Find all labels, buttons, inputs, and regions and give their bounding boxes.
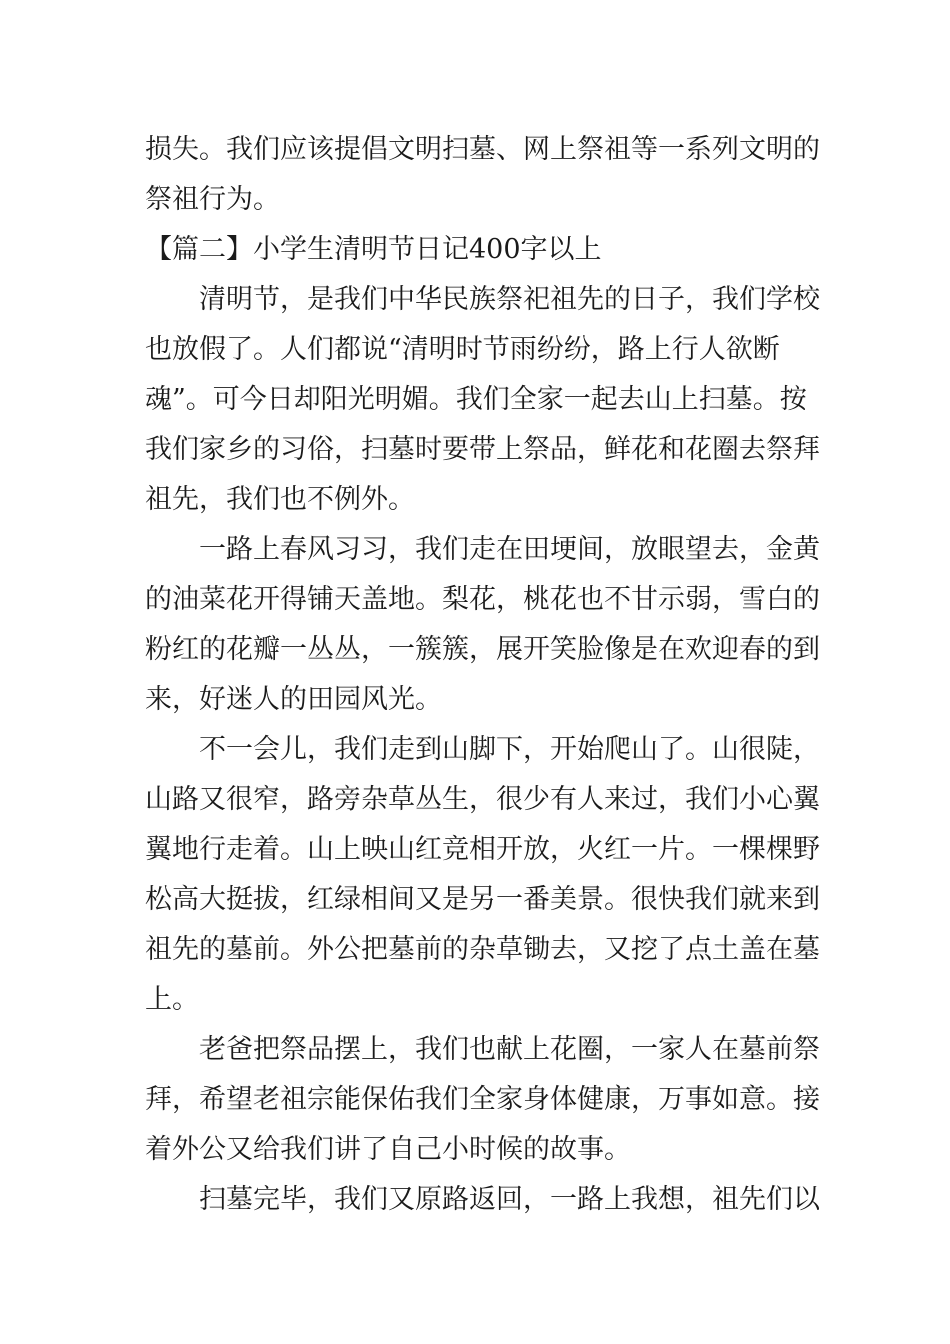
line-text: 翼地行走着。山上映山红竞相开放，火红一片。一棵棵野	[145, 834, 820, 865]
text-line	[0, 1180, 950, 1220]
text-line	[0, 630, 950, 670]
text-line	[0, 580, 950, 620]
text-line	[0, 130, 950, 170]
text-line	[0, 830, 950, 870]
line-text: 损失。我们应该提倡文明扫墓、网上祭祖等一系列文明的	[145, 134, 820, 165]
text-line	[0, 1080, 950, 1120]
text-line	[0, 680, 950, 720]
line-text: 来，好迷人的田园风光。	[145, 684, 442, 715]
line-text: 扫墓完毕，我们又原路返回，一路上我想，祖先们以	[199, 1184, 820, 1215]
line-text: 也放假了。人们都说“清明时节雨纷纷，路上行人欲断	[145, 334, 780, 365]
line-text: 老爸把祭品摆上，我们也献上花圈，一家人在墓前祭	[199, 1034, 820, 1065]
section-heading	[0, 230, 950, 270]
line-text: 一路上春风习习，我们走在田埂间，放眼望去，金黄	[199, 534, 820, 565]
text-line	[0, 980, 950, 1020]
line-text: 祖先的墓前。外公把墓前的杂草锄去，又挖了点土盖在墓	[145, 934, 820, 965]
line-text: 不一会儿，我们走到山脚下，开始爬山了。山很陡，	[199, 734, 820, 765]
line-text: 粉红的花瓣一丛丛，一簇簇，展开笑脸像是在欢迎春的到	[145, 634, 820, 665]
line-text: 上。	[145, 984, 199, 1015]
text-line	[0, 430, 950, 470]
line-text: 着外公又给我们讲了自己小时候的故事。	[145, 1134, 631, 1165]
text-line	[0, 1130, 950, 1170]
line-text: 清明节，是我们中华民族祭祀祖先的日子，我们学校	[199, 284, 820, 315]
line-text: 拜，希望老祖宗能保佑我们全家身体健康，万事如意。接	[145, 1084, 820, 1115]
line-text: 魂”。可今日却阳光明媚。我们全家一起去山上扫墓。按	[145, 384, 807, 415]
text-line	[0, 730, 950, 770]
line-text: 祭祖行为。	[145, 184, 280, 215]
line-text: 我们家乡的习俗，扫墓时要带上祭品，鲜花和花圈去祭拜	[145, 434, 820, 465]
text-line	[0, 780, 950, 820]
line-text: 松高大挺拔，红绿相间又是另一番美景。很快我们就来到	[145, 884, 820, 915]
text-line	[0, 480, 950, 520]
text-line	[0, 380, 950, 420]
text-line	[0, 1030, 950, 1070]
text-line	[0, 530, 950, 570]
text-line	[0, 330, 950, 370]
text-line	[0, 280, 950, 320]
line-text: 山路又很窄，路旁杂草丛生，很少有人来过，我们小心翼	[145, 784, 820, 815]
line-text: 祖先，我们也不例外。	[145, 484, 415, 515]
text-line	[0, 180, 950, 220]
line-text: 的油菜花开得铺天盖地。梨花，桃花也不甘示弱，雪白的	[145, 584, 820, 615]
heading-text: 【篇二】小学生清明节日记400字以上	[145, 234, 602, 265]
text-line	[0, 930, 950, 970]
text-line	[0, 880, 950, 920]
